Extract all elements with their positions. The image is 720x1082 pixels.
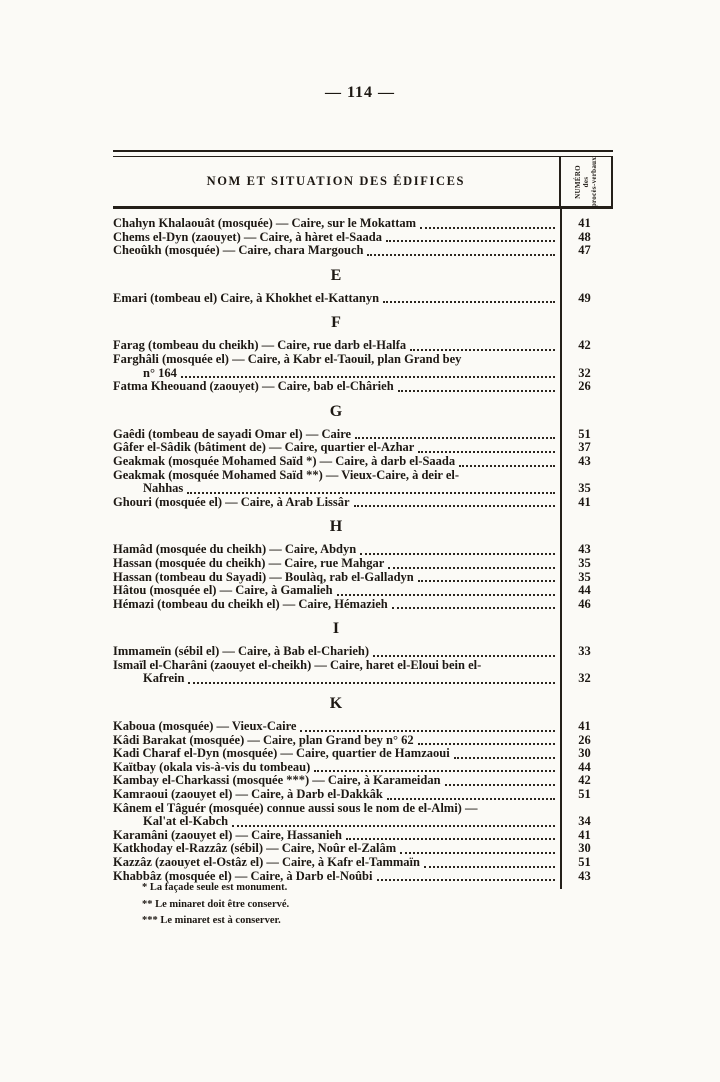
entry-number: 32 [578, 671, 591, 686]
dot-leader [383, 301, 555, 303]
entry-name-cell [113, 659, 560, 673]
section-letter: H [329, 518, 344, 536]
entry-text: n° 164 [143, 365, 177, 380]
entry-name-cell [113, 469, 560, 483]
entry-text: Nahhas [143, 481, 184, 496]
table-row [113, 428, 613, 442]
entry-text: Kânem el Tâguér (mosquée) connue aussi sous le nom de el-Almi) — [113, 800, 478, 815]
entry-text: Katkhoday el-Razzâz (sébil) — Caire, Noûr el-Zalâm [113, 841, 397, 856]
section-entries [113, 217, 613, 258]
header-cell-name [113, 157, 561, 206]
entry-number: 42 [578, 338, 591, 353]
dot-leader [388, 567, 555, 569]
entry-name-cell [113, 829, 560, 843]
entry-name-cell [113, 842, 560, 856]
section-letter: E [330, 266, 343, 284]
table-row [113, 367, 613, 381]
dot-leader [188, 682, 555, 684]
entry-text: Gâfer el-Sâdik (bâtiment de) — Caire, quartier el-Azhar [113, 440, 415, 455]
dot-leader [459, 465, 555, 467]
section-letter: G [329, 402, 344, 420]
dot-leader [410, 349, 555, 351]
rotated-header-line: NUMÉRO [573, 164, 582, 199]
entry-text: Hassan (mosquée du cheikh) — Caire, rue Mahgar [113, 555, 385, 570]
entry-number: 30 [578, 841, 591, 856]
entry-text: Kâdi Barakat (mosquée) — Caire, plan Grand bey n° 62 [113, 732, 414, 747]
table-row [113, 469, 613, 483]
entry-number: 26 [578, 732, 591, 747]
entry-name-cell [113, 244, 560, 258]
entry-number: 42 [578, 773, 591, 788]
entry-number: 43 [578, 868, 591, 883]
entry-text: Kal'at el-Kabch [143, 814, 229, 829]
entry-text: Kazzâz (zaouyet el-Ostâz el) — Caire, à Kafr el-Tammaïn [113, 855, 420, 869]
table-row [113, 720, 613, 734]
table-row [113, 761, 613, 775]
entry-text: Kambay el-Charkassi (mosquée ***) — Caire, à Karameidan [113, 773, 441, 788]
entry-number: 48 [578, 229, 591, 244]
entry-name-cell [113, 734, 560, 748]
table-row [113, 244, 613, 258]
dot-leader [387, 798, 555, 800]
table-top-rule [113, 150, 613, 157]
dot-leader [420, 227, 555, 229]
entry-name-cell [113, 543, 560, 557]
table-row [113, 217, 613, 231]
section-entries [113, 645, 613, 686]
entry-number: 44 [578, 583, 591, 598]
entry-name-cell [113, 496, 560, 510]
entry-text: Chahyn Khalaouât (mosquée) — Caire, sur le Mokattam [113, 216, 417, 230]
entry-number: 41 [578, 494, 591, 509]
entry-text: Hémazi (tombeau du cheikh el) — Caire, Hémazieh [113, 596, 388, 611]
table-section [113, 267, 613, 306]
entry-number: 33 [578, 644, 591, 659]
dot-leader [232, 825, 555, 827]
entry-text: Kafrein [143, 671, 185, 686]
table-row [113, 788, 613, 802]
entry-number: 34 [578, 814, 591, 829]
dot-leader [418, 743, 555, 745]
entry-text: Fatma Kheouand (zaouyet) — Caire, bab el-Chârieh [113, 379, 394, 394]
entry-text: Khabbâz (mosquée el) — Caire, à Darb el-Noûbi [113, 868, 373, 883]
entry-number: 43 [578, 542, 591, 557]
rotated-header-line: procès-verbaux [589, 156, 598, 207]
table-section [113, 518, 613, 611]
dot-leader [346, 838, 555, 840]
table-section [113, 695, 613, 883]
table-row [113, 747, 613, 761]
table-row [113, 584, 613, 598]
entry-name-cell [113, 774, 560, 788]
table-title: NOM ET SITUATION DES ÉDIFICES [206, 174, 466, 188]
table-header-row [113, 157, 613, 206]
section-entries [113, 292, 613, 306]
entry-text: Cheoûkh (mosquée) — Caire, chara Margouch [113, 243, 364, 258]
dot-leader [454, 757, 555, 759]
dot-leader [367, 254, 555, 256]
entry-text: Hassan (tombeau du Sayadi) — Boulàq, rab el-Galladyn [113, 569, 414, 584]
table-row [113, 496, 613, 510]
table-section [113, 314, 613, 393]
rotated-column-header [574, 156, 598, 206]
table-row [113, 231, 613, 245]
dot-leader [424, 866, 555, 868]
table-row [113, 455, 613, 469]
entry-number: 41 [578, 719, 591, 734]
entry-name-cell [113, 584, 560, 598]
entry-number: 47 [578, 243, 591, 258]
entry-name-cell [113, 557, 560, 571]
section-letter: F [331, 314, 342, 332]
footnote-line: ** Le minaret doit être conservé. [142, 898, 290, 910]
table-section [113, 217, 613, 258]
entry-name-cell [113, 856, 560, 870]
dot-leader [400, 852, 555, 854]
entry-name-cell [113, 815, 560, 829]
entry-number: 35 [578, 555, 591, 570]
table-row [113, 829, 613, 843]
rotated-header-line: des [581, 176, 590, 187]
table-row [113, 353, 613, 367]
entry-number: 35 [578, 481, 591, 496]
footnote-line: * La façade seule est monument. [142, 882, 288, 893]
entry-number: 51 [578, 787, 591, 802]
entry-name-cell [113, 788, 560, 802]
dot-leader [398, 390, 555, 392]
entry-name-cell [113, 339, 560, 353]
section-entries [113, 543, 613, 611]
entry-name-cell [113, 380, 560, 394]
table-row [113, 380, 613, 394]
entry-name-cell [113, 645, 560, 659]
entry-name-cell [113, 231, 560, 245]
table-row [113, 645, 613, 659]
footnotes [142, 880, 289, 930]
entry-text: Kaïtbay (okala vis-à-vis du tombeau) [113, 759, 311, 774]
entry-text: Chems el-Dyn (zaouyet) — Caire, à hàret el-Saada [113, 229, 382, 244]
table-row [113, 774, 613, 788]
entry-name-cell [113, 441, 560, 455]
table-row [113, 543, 613, 557]
table-row [113, 482, 613, 496]
table-row [113, 672, 613, 686]
entry-number: 37 [578, 440, 591, 455]
section-letter: K [329, 695, 344, 713]
entry-text: Immameïn (sébil el) — Caire, à Bab el-Charieh) [113, 644, 369, 659]
dot-leader [418, 451, 555, 453]
dot-leader [445, 784, 555, 786]
table-row [113, 571, 613, 585]
table-row [113, 815, 613, 829]
footnote-line: *** Le minaret est à conserver. [142, 915, 281, 926]
entry-number: 51 [578, 426, 591, 441]
entry-number: 46 [578, 596, 591, 611]
entry-text: Hamâd (mosquée du cheikh) — Caire, Abdyn [113, 542, 357, 557]
section-entries [113, 720, 613, 883]
table-row [113, 339, 613, 353]
entry-text: Ismaïl el-Charâni (zaouyet el-cheikh) — Caire, haret el-Eloui bein el- [113, 657, 482, 672]
dot-leader [360, 553, 555, 555]
entry-number: 35 [578, 569, 591, 584]
table-section [113, 403, 613, 510]
header-cell-number [561, 157, 613, 206]
entry-number: 49 [578, 290, 591, 305]
entry-text: Karamâni (zaouyet el) — Caire, Hassanieh [113, 827, 342, 842]
entry-name-cell [113, 720, 560, 734]
table-row [113, 292, 613, 306]
dot-leader [187, 492, 555, 494]
entry-text: Kamraoui (zaouyet el) — Caire, à Darb el-Dakkâk [113, 787, 383, 802]
entry-name-cell [113, 571, 560, 585]
dot-leader [355, 437, 555, 439]
dot-leader [181, 376, 555, 378]
entry-name-cell [113, 353, 560, 367]
entry-text: Gaêdi (tombeau de sayadi Omar el) — Caire [113, 426, 352, 441]
table-row [113, 856, 613, 870]
entry-number: 51 [578, 855, 591, 869]
table-body [113, 209, 613, 889]
dot-leader [314, 770, 555, 772]
entry-name-cell [113, 802, 560, 816]
entry-name-cell [113, 482, 560, 496]
entry-text: Farag (tombeau du cheikh) — Caire, rue darb el-Halfa [113, 338, 407, 353]
entry-name-cell [113, 747, 560, 761]
dot-leader [377, 879, 556, 881]
entry-name-cell [113, 761, 560, 775]
entry-text: Ghouri (mosquée el) — Caire, à Arab Lissâr [113, 494, 350, 509]
dot-leader [300, 730, 555, 732]
section-entries [113, 339, 613, 393]
entry-name-cell [113, 217, 560, 231]
entry-name-cell [113, 672, 560, 686]
entry-number: 26 [578, 379, 591, 394]
entry-number: 44 [578, 759, 591, 774]
table-row [113, 842, 613, 856]
table-row [113, 557, 613, 571]
entry-name-cell [113, 428, 560, 442]
entry-text: Geakmak (mosquée Mohamed Saïd *) — Caire, à darb el-Saada [113, 453, 456, 468]
entry-text: Hâtou (mosquée el) — Caire, à Gamalieh [113, 583, 333, 598]
entry-name-cell [113, 455, 560, 469]
dot-leader [354, 505, 555, 507]
entry-name-cell [113, 598, 560, 612]
entry-text: Geakmak (mosquée Mohamed Saïd **) — Vieux-Caire, à deir el- [113, 467, 460, 482]
entry-name-cell [113, 292, 560, 306]
entry-text: Kaboua (mosquée) — Vieux-Caire [113, 719, 297, 734]
section-letter: I [332, 620, 341, 638]
dot-leader [373, 655, 555, 657]
entry-number: 32 [578, 365, 591, 380]
entry-text: Emari (tombeau el) Caire, à Khokhet el-Kattanyn [113, 290, 380, 305]
dot-leader [386, 240, 555, 242]
section-entries [113, 428, 613, 510]
entry-text: Kadi Charaf el-Dyn (mosquée) — Caire, quartier de Hamzaoui [113, 746, 450, 761]
page-number: — 114 — [324, 84, 396, 101]
entry-number: 30 [578, 746, 591, 761]
table-row [113, 659, 613, 673]
entry-name-cell [113, 367, 560, 381]
entry-number: 43 [578, 453, 591, 468]
entry-text: Farghâli (mosquée el) — Caire, à Kabr el-Taouil, plan Grand bey [113, 351, 462, 366]
entry-number: 41 [578, 216, 591, 230]
table-row [113, 598, 613, 612]
dot-leader [392, 607, 555, 609]
dot-leader [418, 580, 555, 582]
dot-leader [337, 594, 555, 596]
entry-number: 41 [578, 827, 591, 842]
table-row [113, 441, 613, 455]
table-row [113, 734, 613, 748]
monuments-table [113, 150, 613, 889]
table-section [113, 620, 613, 686]
table-row [113, 802, 613, 816]
